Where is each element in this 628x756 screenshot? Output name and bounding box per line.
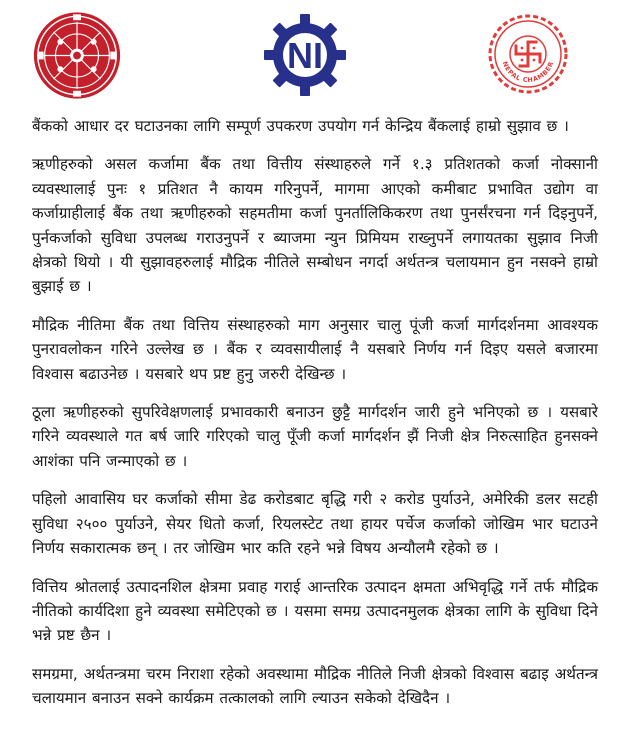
nepal-chamber-text: NEPAL CHAMBER [500,60,556,85]
gear-icon [250,10,360,100]
swastika-gear-icon [486,10,570,98]
logo-header [0,0,628,105]
seal-emblem-icon [28,8,126,103]
paragraph: बैंकको आधार दर घटाउनका लागि सम्पूर्ण उपकरण उपयोग गर्न केन्द्रिय बैंकलाई हाम्रो सुझाव छ । [32,117,569,135]
paragraph: पहिलो आवासिय घर कर्जाको सीमा डेढ करोडबाट बृद्धि गरी २ करोड पुर्याउने, अमेरिकी डलर सटही सुविधा २५०० पुर्याउने, सेयर धितो कर्जा, रियलस्टेट तथा हायर पर्चेज कर्जाको जोखिम भार घटाउने निर्णय सकारात्मक छन् । तर जोखिम भार कति रहने भन्ने विषय अन्यौलमै रहेको छ । [32,490,598,558]
paragraph: वित्तिय श्रोतलाई उत्पादनशिल क्षेत्रमा प्रवाह गराई आन्तरिक उत्पादन क्षमता अभिवृद्धि गर्ने तर्फ मौद्रिक नीतिको कार्यदिशा हुने व्यवस्था समेटिएको छ । यसमा समग्र उत्पादनमुलक क्षेत्रका लागि के सुविधा दिने भन्ने प्रष्ट छैन । [32,577,598,645]
paragraph: मौद्रिक नीतिमा बैंक तथा वित्तिय संस्थाहरुको माग अनुसार चालु पूंजी कर्जा मार्गदर्शनमा आवश्यक पुनरावलोकन गरिने उल्लेख छ । बैंक र व्यवसायीलाई नै यसबारे निर्णय गर्न दिइए यसले बजारमा विश्वास बढाउनेछ । यसबारे थप प्रष्ट हुनु जरुरी देखिन्छ । [32,315,598,383]
ni-logo-text: NI [287,35,323,76]
paragraph: ठूला ऋणीहरुको सुपरिवेक्षणलाई प्रभावकारी बनाउन छुट्टै मार्गदर्शन जारी हुने भनिएको छ । यसबारे गरिने व्यवस्थाले गत बर्ष जारि गरिएको चालु पूँजी कर्जा मार्गदर्शन झैं निजी क्षेत्र निरुत्साहित हुनसक्ने आशंका पनि जन्माएको छ । [32,403,598,470]
paragraph: ऋणीहरुको असल कर्जामा बैंक तथा वित्तीय संस्थाहरुले गर्ने १.३ प्रतिशतको कर्जा नोक्सानी व्यवस्थालाई पुनः १ प्रतिशत नै कायम गरिनुपर्ने, मागमा आएको कमीबाट प्रभावित उद्योग वा कर्जाग्राहीलाई बैंक तथा ऋणीहरुको सहमतीमा कर्जा पुनर्तालिकिकरण तथा पुनर्संरचना गर्न दिइनुपर्ने, पुर्नकर्जाको सुविधा उपलब्ध गराउनुपर्ने र ब्याजमा न्युन प्रिमियम राख्नुपर्ने लगायतका सुझाव निजी क्षेत्रको थियो । यी सुझावहरुलाई मौद्रिक नीतिले सम्बोधन नगर्दा अर्थतन्त्र चलायमान हुन नसक्ने हाम्रो बुझाई छ । [32,155,598,296]
article-body [32,114,598,725]
paragraph: समग्रमा, अर्थतन्त्रमा चरम निराशा रहेको अवस्थामा मौद्रिक नीतिले निजी क्षेत्रको विश्वास बढाइ अर्थतन्त्र चलायमान बनाउन सक्ने कार्यक्रम तत्कालको लागि ल्याउन सकेको देखिदैन । [32,664,598,708]
